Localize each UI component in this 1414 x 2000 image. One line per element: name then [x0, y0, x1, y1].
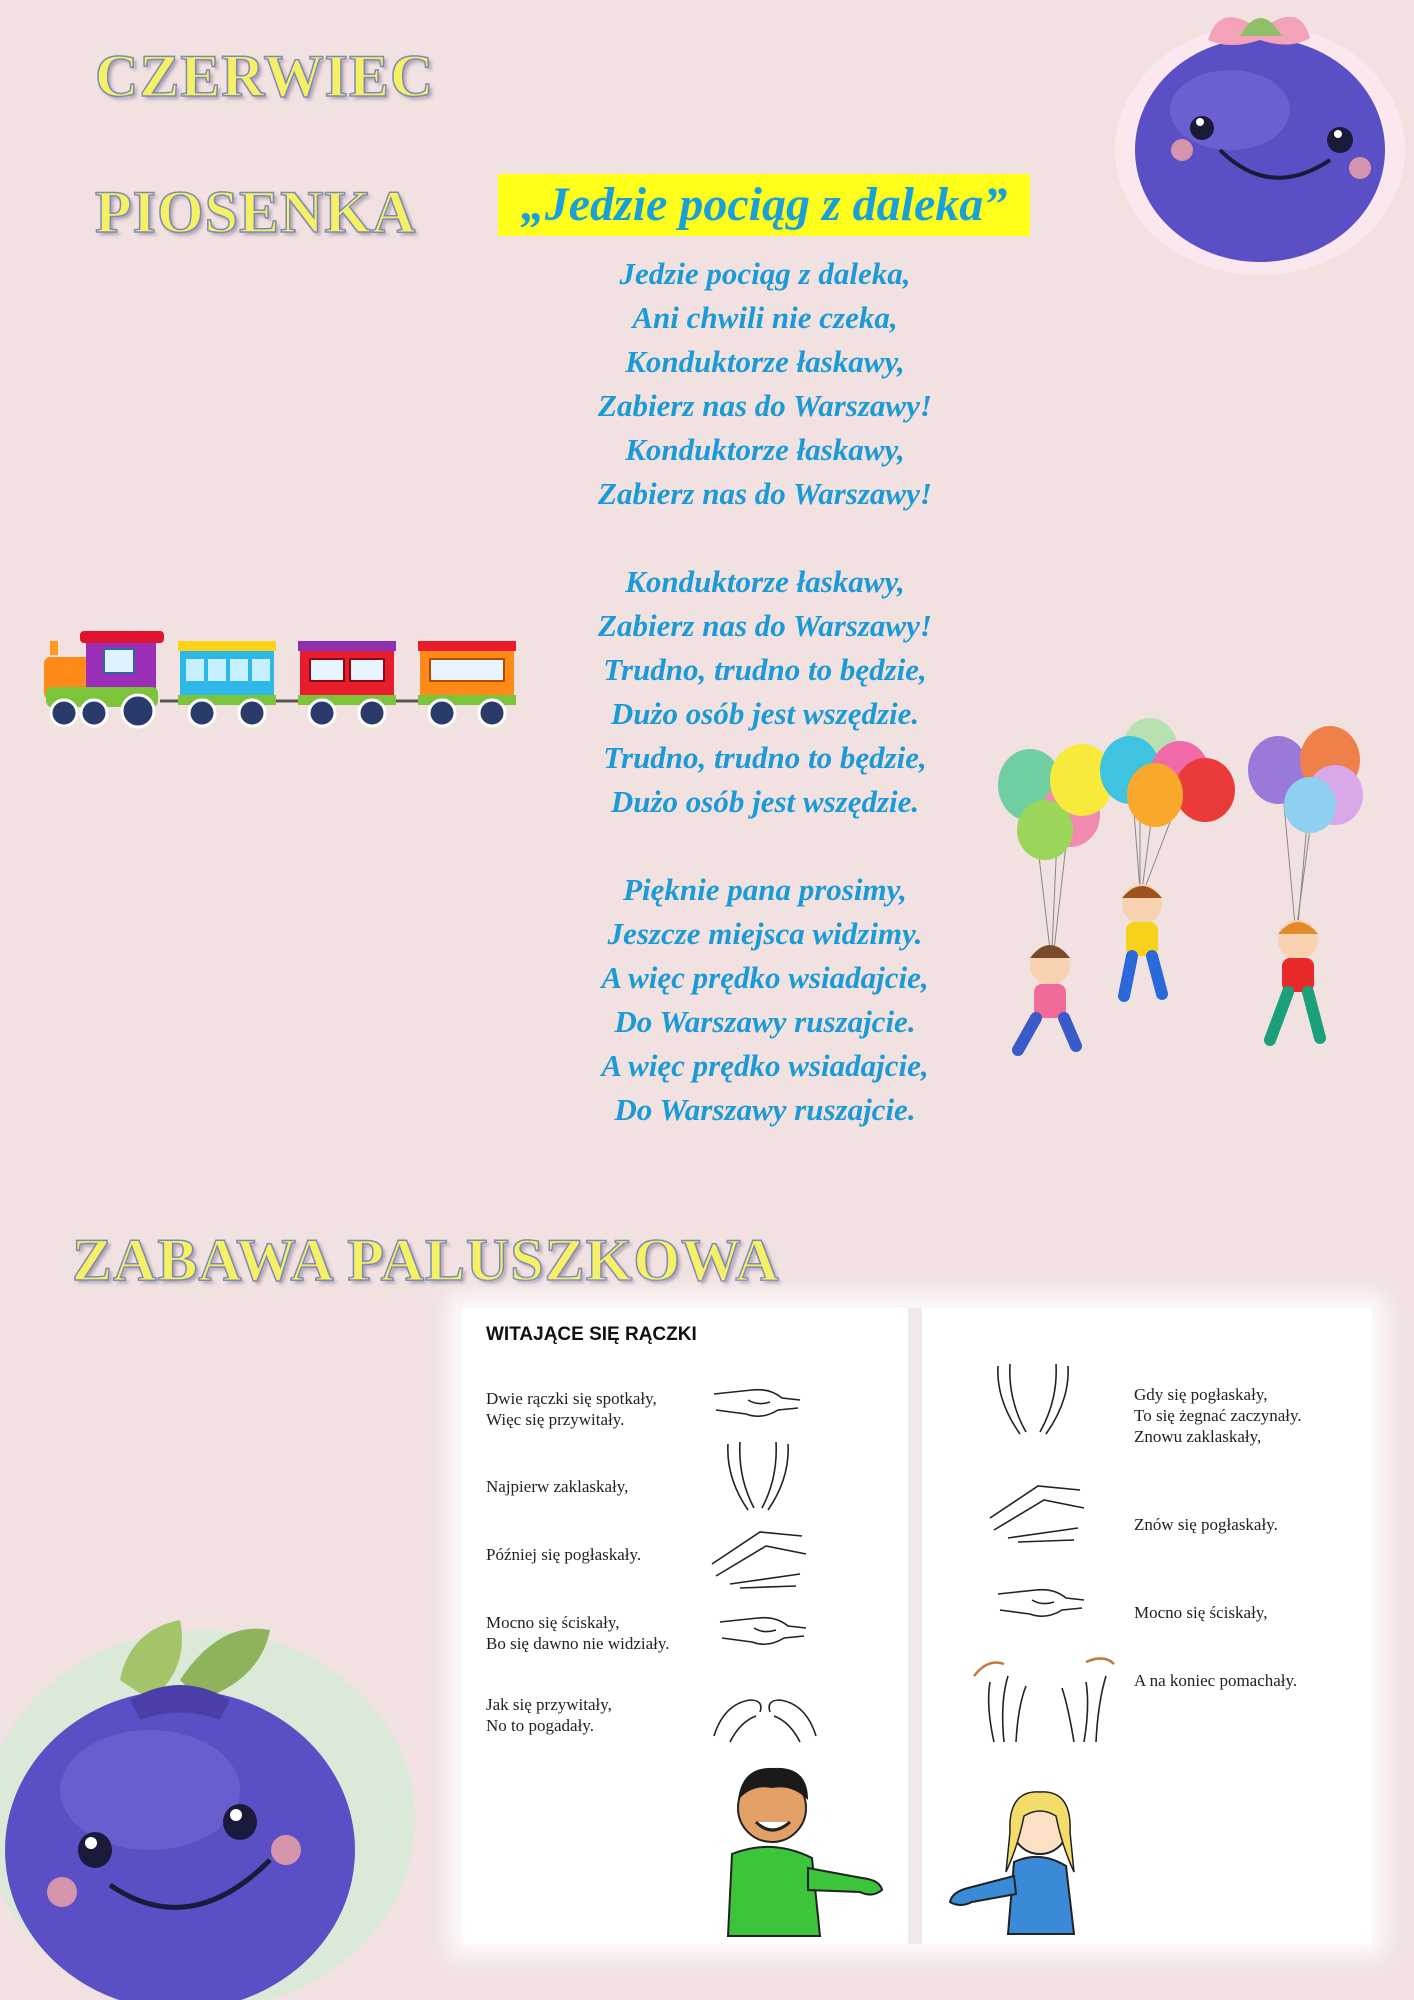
rhyme-verse-3: [486, 1544, 641, 1565]
balloon-group-middle: [1100, 718, 1235, 827]
song-title: „Jedzie pociąg z daleka”: [498, 174, 1030, 236]
rhyme-line: Dwie rączki się spotkały,: [486, 1389, 657, 1408]
lyric-line: Trudno, trudno to będzie,: [603, 652, 927, 687]
rhyme-line: Później się pogłaskały.: [486, 1545, 642, 1564]
lyric-line: Do Warszawy ruszajcie.: [614, 1004, 916, 1039]
rhyme-line: Mocno się ściskały,: [486, 1613, 620, 1632]
girl-cartoon-illustration: [944, 1776, 1104, 1936]
squeezing-hands-icon-2: [996, 1580, 1086, 1628]
finger-play-heading: ZABAWA PALUSZKOWA: [72, 1227, 780, 1293]
lyric-line: A więc prędko wsiadajcie,: [601, 960, 929, 995]
handshake-icon: [712, 1380, 802, 1428]
stanza-3: [520, 868, 1010, 1132]
stroking-hands-icon-2: [988, 1478, 1088, 1544]
lyric-line: A więc prędko wsiadajcie,: [601, 1048, 929, 1083]
rhyme-verse-9: [1134, 1670, 1297, 1691]
lyric-line: Dużo osób jest wszędzie.: [610, 784, 920, 819]
book-gutter: [908, 1308, 922, 1944]
lyric-line: Konduktorze łaskawy,: [625, 432, 905, 467]
rhyme-line: To się żegnać zaczynały.: [1134, 1406, 1302, 1425]
rhyme-line: Mocno się ściskały,: [1134, 1603, 1268, 1622]
balloon-group-right: [1248, 726, 1363, 833]
rhyme-verse-6: [1134, 1384, 1302, 1447]
lyric-line: Konduktorze łaskawy,: [625, 564, 905, 599]
lyric-line: Dużo osób jest wszędzie.: [610, 696, 920, 731]
lyric-line: Zabierz nas do Warszawy!: [598, 388, 932, 423]
lyric-line: Jedzie pociąg z daleka,: [619, 256, 911, 291]
lyric-line: Ani chwili nie czeka,: [632, 300, 898, 335]
song-lyrics: [520, 252, 1010, 1176]
rhyme-line: Więc się przywitały.: [486, 1410, 625, 1429]
wagon-red: [298, 641, 396, 705]
lyric-line: Zabierz nas do Warszawy!: [598, 476, 932, 511]
child-boy-red: [1270, 920, 1320, 1040]
blueberry-character-bottom: [0, 1560, 420, 2000]
rhyme-line: A na koniec pomachały.: [1134, 1671, 1298, 1690]
lyric-line: Do Warszawy ruszajcie.: [614, 1092, 916, 1127]
rhyme-verse-5: [486, 1694, 612, 1736]
rhyme-line: No to pogadały.: [486, 1716, 594, 1735]
stroking-hands-icon: [710, 1524, 810, 1590]
lyric-line: Zabierz nas do Warszawy!: [598, 608, 932, 643]
rhyme-verse-8: [1134, 1602, 1267, 1623]
clapping-hands-icon: [718, 1438, 798, 1518]
rhyme-line: Jak się przywitały,: [486, 1695, 612, 1714]
squeezing-hands-icon: [718, 1608, 808, 1656]
waving-hands-icon: [964, 1646, 1134, 1746]
rhyme-line: Bo się dawno nie widziały.: [486, 1634, 670, 1653]
rhyme-title: WITAJĄCE SIĘ RĄCZKI: [486, 1324, 697, 1345]
child-boy-yellow: [1122, 884, 1162, 996]
lyric-line: Jeszcze miejsca widzimy.: [607, 916, 923, 951]
month-heading: CZERWIEC: [95, 43, 435, 109]
rhyme-line: Znów się pogłaskały.: [1134, 1515, 1278, 1534]
book-page-left: [462, 1308, 907, 1944]
child-girl: [1018, 945, 1076, 1050]
rhyme-line: Gdy się pogłaskały,: [1134, 1385, 1268, 1404]
toy-train-illustration: [42, 625, 522, 735]
finger-play-book: [462, 1308, 1372, 1944]
book-page-right: [924, 1308, 1372, 1944]
balloons-children-illustration: [990, 700, 1390, 1060]
wagon-orange: [418, 641, 516, 705]
rhyme-line: Najpierw zaklaskały,: [486, 1477, 629, 1496]
rhyme-line: Znowu zaklaskały,: [1134, 1427, 1262, 1446]
rhyme-verse-7: [1134, 1514, 1278, 1535]
lyric-line: Trudno, trudno to będzie,: [603, 740, 927, 775]
stanza-1: [520, 252, 1010, 516]
lyric-line: Pięknie pana prosimy,: [623, 872, 907, 907]
rhyme-verse-1: [486, 1388, 657, 1430]
stanza-2: [520, 560, 1010, 824]
talking-hands-icon: [710, 1686, 820, 1746]
boy-cartoon-illustration: [712, 1758, 892, 1938]
rhyme-verse-4: [486, 1612, 670, 1654]
lyric-line: Konduktorze łaskawy,: [625, 344, 905, 379]
song-heading: PIOSENKA: [95, 179, 417, 245]
rhyme-verse-2: [486, 1476, 628, 1497]
blueberry-character-top: [1110, 0, 1410, 280]
balloon-group-left: [998, 744, 1114, 860]
clapping-hands-icon-2: [988, 1360, 1078, 1440]
wagon-blue: [178, 641, 276, 705]
